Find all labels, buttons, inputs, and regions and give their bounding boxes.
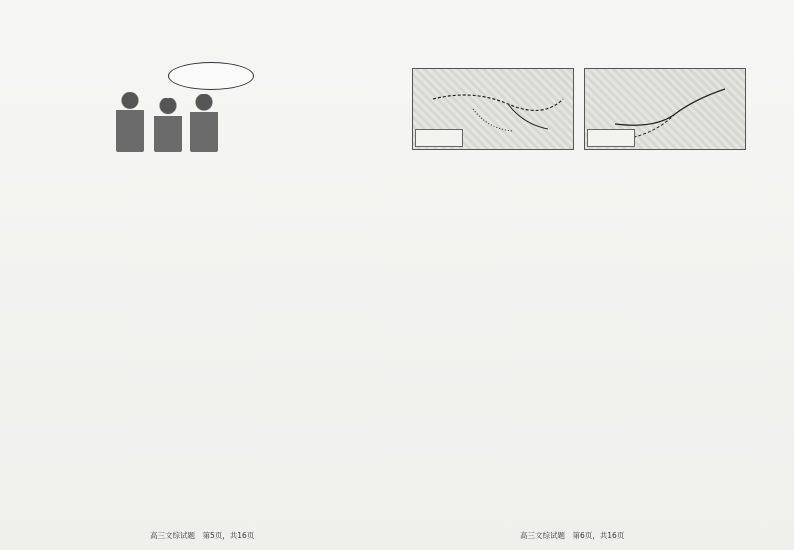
question-21	[36, 62, 366, 156]
page-footer: 高三文综试题 第6页，共16页	[520, 531, 625, 540]
cartoon-illustration	[106, 62, 256, 152]
trade-route-map-2	[584, 68, 746, 150]
cartoon-figure	[154, 98, 182, 152]
trade-route-map-1	[412, 68, 574, 150]
cartoon-figure	[190, 94, 218, 152]
question-26	[412, 68, 752, 152]
speech-bubble	[168, 62, 254, 90]
page-footer: 高三文综试题 第5页，共16页	[150, 531, 255, 540]
left-page	[36, 44, 366, 524]
cartoon-figure	[116, 92, 144, 152]
map-legend	[415, 129, 463, 147]
right-page	[412, 44, 752, 524]
map-legend	[587, 129, 635, 147]
map-figure-1	[412, 68, 574, 152]
trade-route-maps	[412, 68, 752, 152]
map-figure-2	[584, 68, 746, 152]
